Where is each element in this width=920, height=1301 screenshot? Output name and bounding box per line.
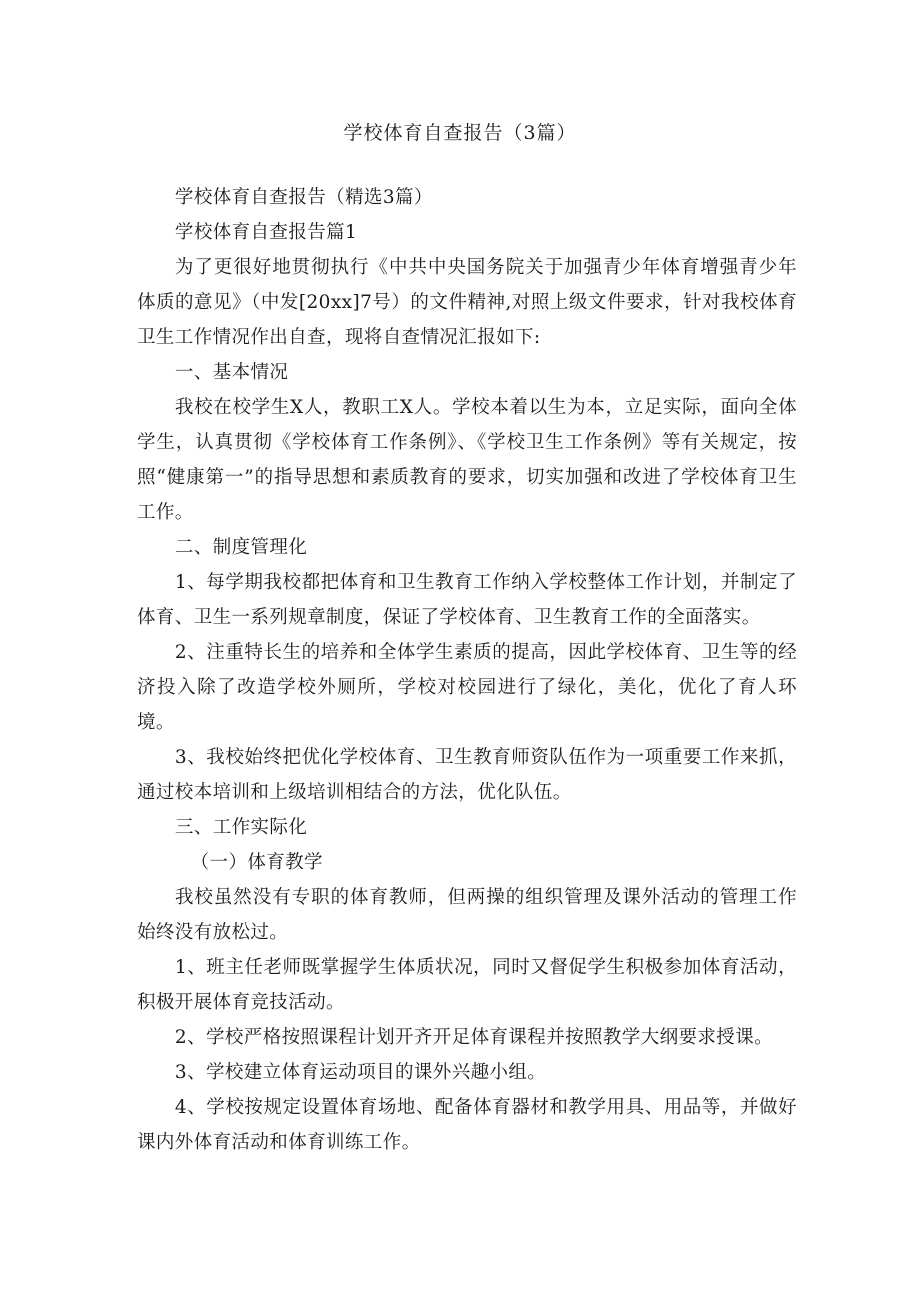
paragraph: 1、班主任老师既掌握学生体质状况，同时又督促学生积极参加体育活动，积极开展体育竞技活动。 xyxy=(137,957,797,1013)
section-heading: 三、工作实际化 xyxy=(174,817,308,838)
paragraph: 2、注重特长生的培养和全体学生素质的提高，因此学校体育、卫生等的经济投入除了改造学校外厕所，学校对校园进行了绿化，美化，优化了育人环境。 xyxy=(137,642,797,733)
section-heading: 一、基本情况 xyxy=(174,362,289,383)
paragraph: 3、学校建立体育运动项目的课外兴趣小组。 xyxy=(174,1062,547,1083)
paragraph: 2、学校严格按照课程计划开齐开足体育课程并按照教学大纲要求授课。 xyxy=(174,1027,773,1048)
subtitle-line: 学校体育自查报告（精选3篇） xyxy=(174,187,433,208)
section-heading: 二、制度管理化 xyxy=(174,537,308,558)
paragraph: 为了更很好地贯彻执行《中共中央国务院关于加强青少年体育增强青少年体质的意见》（中发[20xx]7号）的文件精神,对照上级文件要求，针对我校体育卫生工作情况作出自查，现将自查情况汇报如下: xyxy=(137,257,797,348)
paragraph: 4、学校按规定设置体育场地、配备体育器材和教学用具、用品等，并做好课内外体育活动和体育训练工作。 xyxy=(137,1097,797,1153)
subsection-heading: （一）体育教学 xyxy=(190,852,323,873)
document-title: 学校体育自查报告（3篇） xyxy=(343,122,577,144)
paragraph: 1、每学期我校都把体育和卫生教育工作纳入学校整体工作计划，并制定了体育、卫生一系列规章制度，保证了学校体育、卫生教育工作的全面落实。 xyxy=(137,572,797,628)
section-heading: 学校体育自查报告篇1 xyxy=(174,222,358,243)
paragraph: 我校在校学生X人，教职工X人。学校本着以生为本，立足实际，面向全体学生，认真贯彻《学校体育工作条例》、《学校卫生工作条例》等有关规定，按照“健康第一”的指导思想和素质教育的要求，切实加强和改进了学校体育卫生工作。 xyxy=(137,397,797,523)
paragraph: 3、我校始终把优化学校体育、卫生教育师资队伍作为一项重要工作来抓，通过校本培训和上级培训相结合的方法，优化队伍。 xyxy=(137,747,797,803)
paragraph: 我校虽然没有专职的体育教师，但两操的组织管理及课外活动的管理工作始终没有放松过。 xyxy=(137,887,797,943)
document-body xyxy=(137,180,797,1160)
